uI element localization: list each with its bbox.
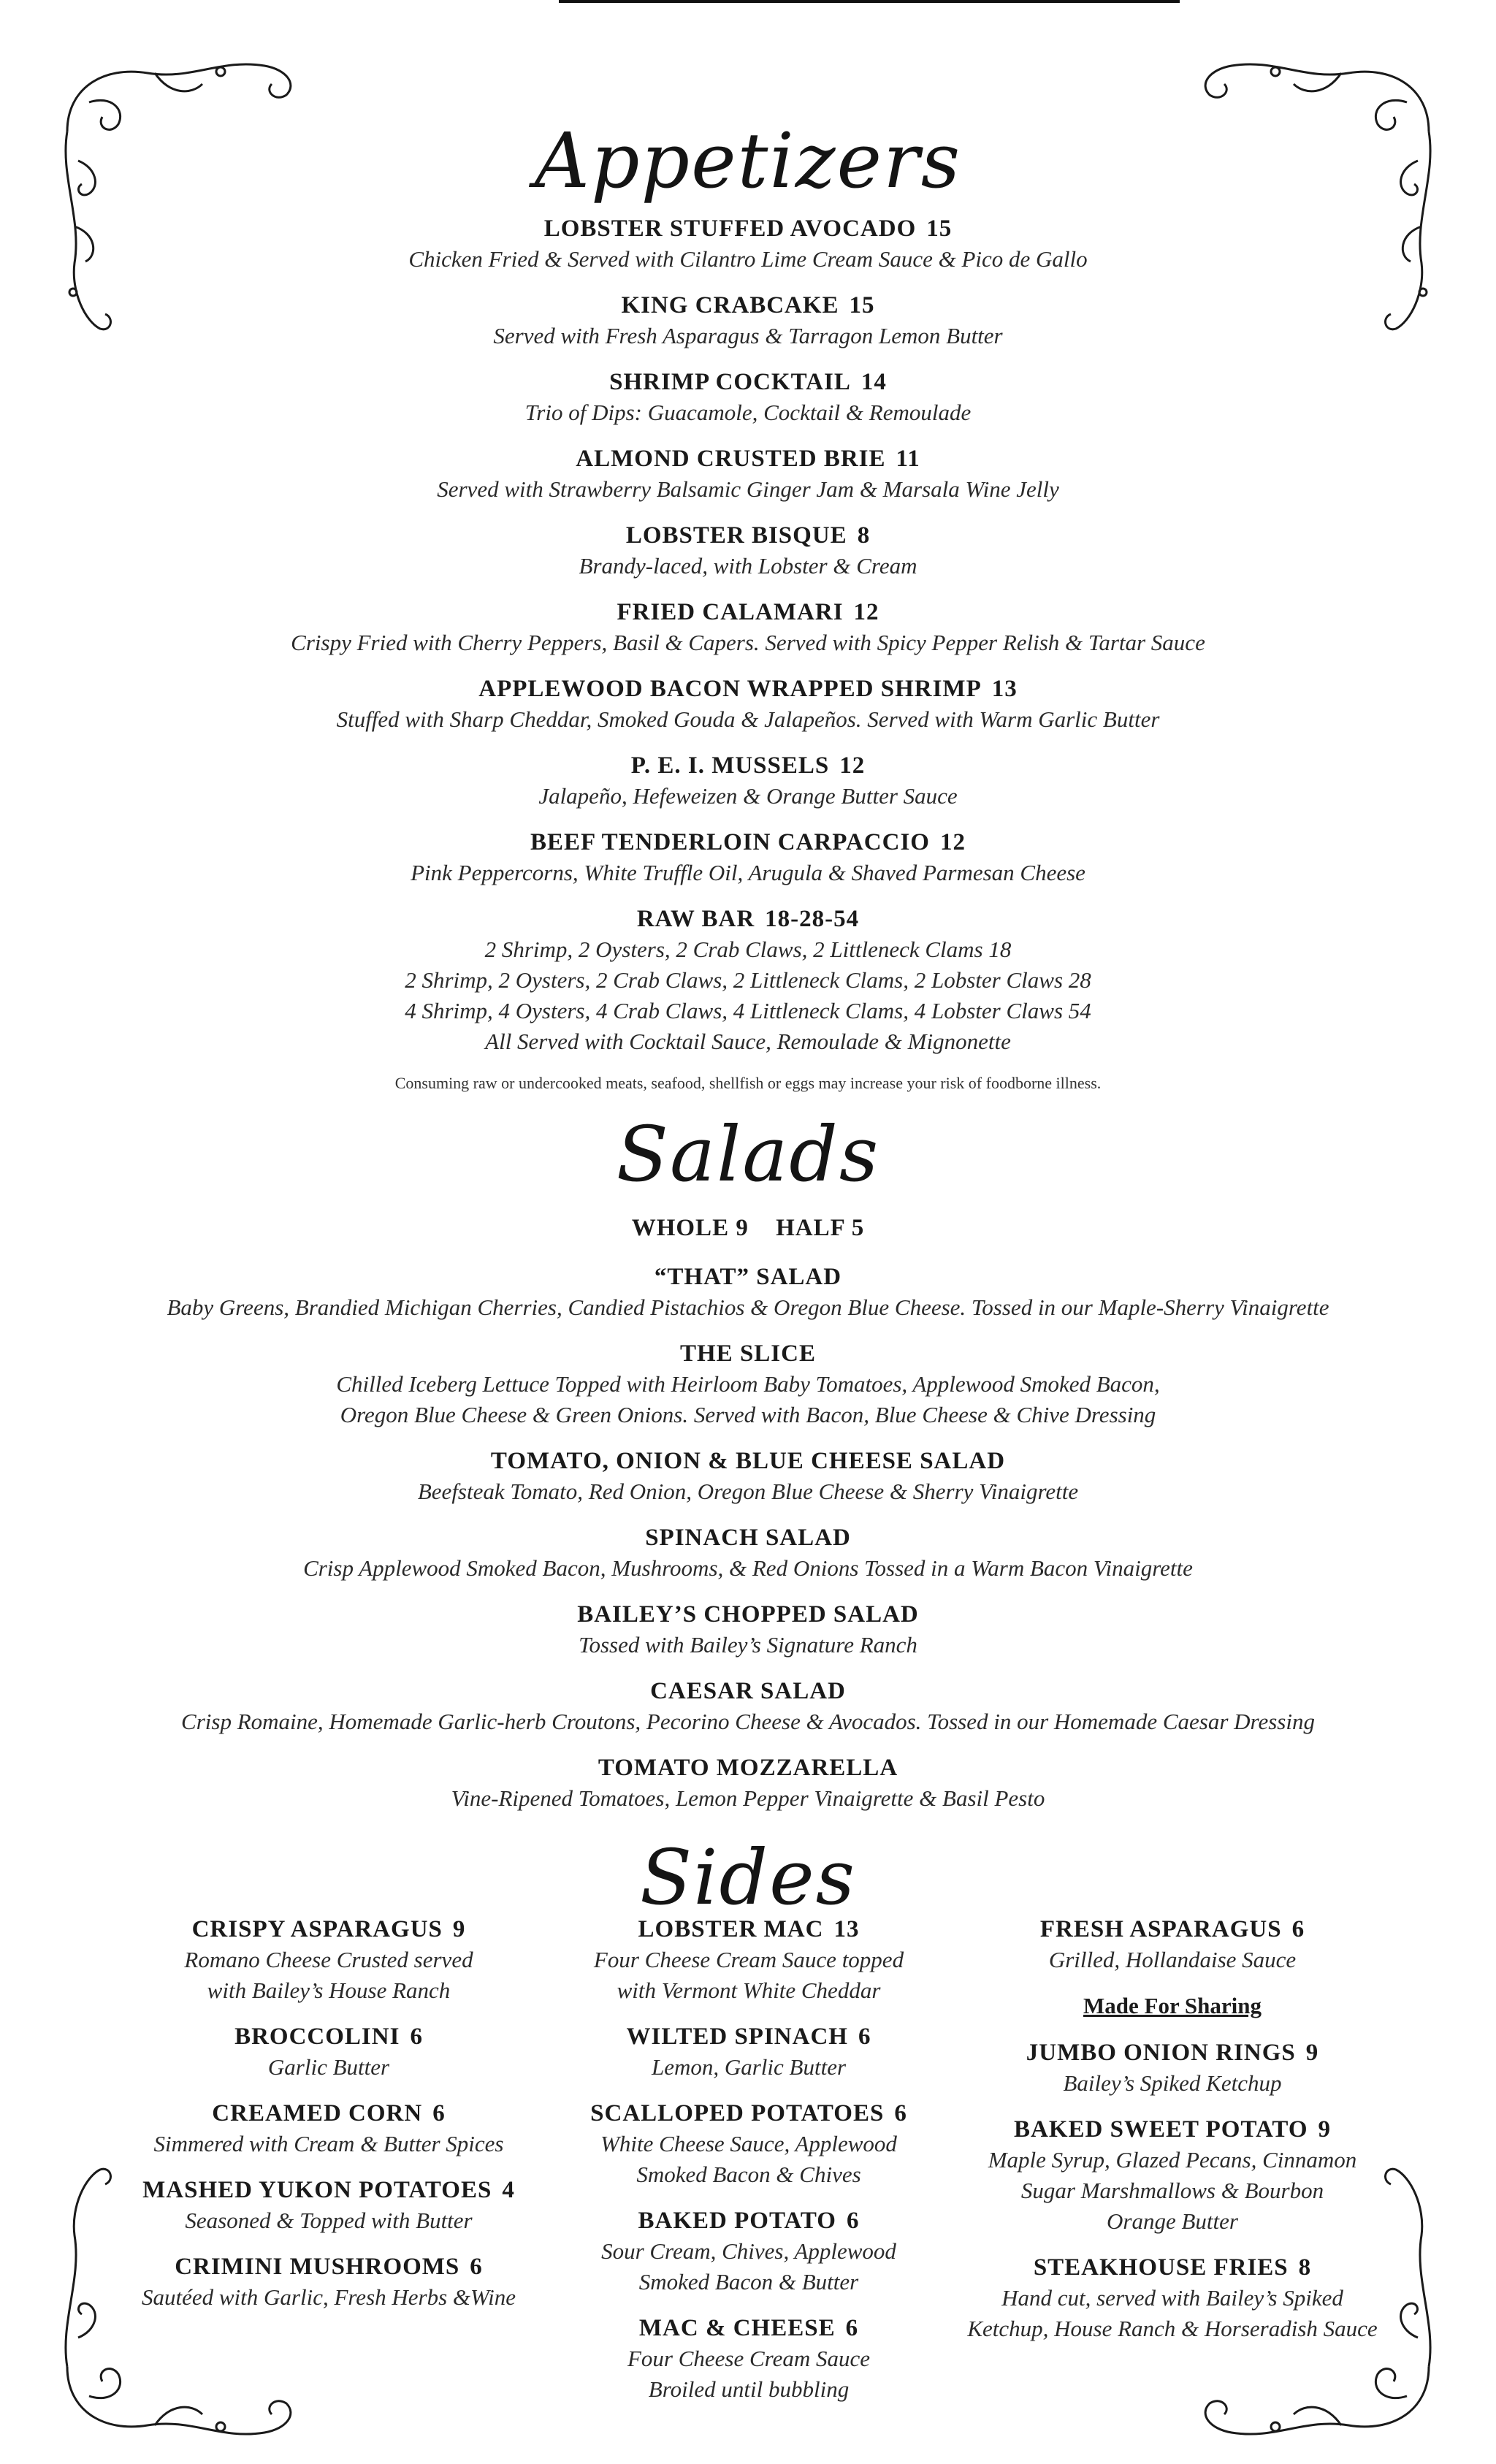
menu-item-name: APPLEWOOD BACON WRAPPED SHRIMP [478,676,982,702]
menu-item-description: Simmered with Cream & Butter Spices [153,2131,504,2156]
menu-item-price: 9 [452,1916,466,1942]
menu-item-name: “THAT” SALAD [654,1264,842,1290]
menu-item-name-line [946,2114,1399,2145]
menu-item-name: TOMATO, ONION & BLUE CHEESE SALAD [490,1448,1006,1474]
menu-item-name-line [0,1676,1496,1706]
menu-item-description: Smoked Bacon & Chives [636,2162,861,2187]
menu-item-name: BAKED POTATO [638,2208,836,2234]
menu-item-description: Served with Fresh Asparagus & Tarragon Lemon Butter [493,323,1003,348]
menu-item-description: Brandy-laced, with Lobster & Cream [579,553,917,579]
menu-item-description: Grilled, Hollandaise Sauce [1048,1947,1297,1972]
menu-item-price: 15 [926,215,953,242]
menu-item-description: Four Cheese Cream Sauce topped [593,1947,904,1972]
sides-columns [0,1914,1496,2411]
menu-item-name: P. E. I. MUSSELS [630,752,830,779]
top-divider-bar [559,0,1180,3]
menu-item-name-line [0,290,1496,321]
menu-item [0,1522,1496,1584]
menu-item [946,2037,1399,2099]
menu-item-name: MASHED YUKON POTATOES [142,2177,492,2203]
salads-list [0,1213,1496,1829]
menu-item-name: ALMOND CRUSTED BRIE [576,446,886,472]
menu-item-name: RAW BAR [636,906,755,932]
menu-item-description: 2 Shrimp, 2 Oysters, 2 Crab Claws, 2 Littleneck Clams 18 [484,937,1012,962]
menu-item-name: MAC & CHEESE [638,2315,836,2341]
menu-item-description: Sugar Marshmallows & Bourbon [1020,2178,1324,2203]
menu-item-price: 6 [432,2100,446,2127]
menu-item-name: BROCCOLINI [234,2024,400,2050]
menu-item [0,520,1496,581]
menu-item-price: 9 [1305,2040,1319,2066]
menu-item-price: 6 [894,2100,907,2127]
menu-item [522,2098,975,2190]
menu-item-name-line [0,443,1496,474]
menu-item-name: CREAMED CORN [212,2100,423,2127]
menu-item [946,2114,1399,2237]
menu-item-price: 9 [1318,2116,1331,2143]
menu-item-name-line [0,520,1496,551]
menu-item [0,904,1496,1057]
menu-item [0,1446,1496,1507]
menu-item-name: FRESH ASPARAGUS [1039,1916,1282,1942]
menu-item-name: CRIMINI MUSHROOMS [175,2254,460,2280]
menu-item-description: Crispy Fried with Cherry Peppers, Basil & Capers. Served with Spicy Pepper Relish & Tartar Sauce [291,630,1205,655]
menu-item [0,213,1496,275]
sides-column-3 [946,1914,1399,2360]
menu-item [0,443,1496,505]
menu-item-price: 6 [858,2024,871,2050]
menu-item-name-line [0,1338,1496,1369]
menu-item-name-line [102,2098,555,2129]
menu-item-name-line [0,674,1496,704]
menu-item [522,2313,975,2405]
menu-item [0,1676,1496,1737]
menu-item-name-line [0,750,1496,781]
menu-item [0,1262,1496,1323]
menu-item-price: 6 [845,2315,859,2341]
salad-half-price: HALF 5 [776,1215,865,1241]
menu-item-price: 13 [833,1916,860,1942]
menu-item-price: 18-28-54 [765,906,860,932]
salad-whole-price: WHOLE 9 [631,1215,749,1241]
menu-item-description: Bailey’s Spiked Ketchup [1063,2070,1282,2096]
menu-item-description: Trio of Dips: Guacamole, Cocktail & Remoulade [524,400,972,425]
made-for-sharing-label: Made For Sharing [1083,1993,1262,2018]
menu-item-name: TOMATO MOZZARELLA [598,1755,898,1781]
menu-item-price: 12 [839,752,866,779]
menu-item-name-line [102,2175,555,2205]
menu-item-name-line [522,2021,975,2052]
menu-item-name-line [522,2098,975,2129]
menu-item-description: All Served with Cocktail Sauce, Remoulade & Mignonette [485,1029,1011,1054]
menu-item [0,1599,1496,1660]
menu-item-name-line [522,1914,975,1945]
menu-item-price: 12 [939,829,966,855]
menu-item-price: 6 [1291,1916,1305,1942]
appetizers-list [0,213,1496,1094]
menu-item [0,1338,1496,1430]
menu-item-name: WILTED SPINACH [626,2024,848,2050]
menu-item-name: KING CRABCAKE [621,292,839,319]
menu-item [0,750,1496,812]
menu-item-price: 6 [410,2024,423,2050]
menu-item-description: Pink Peppercorns, White Truffle Oil, Arugula & Shaved Parmesan Cheese [411,860,1085,885]
menu-item-name-line [0,1752,1496,1783]
menu-item-name-line [0,827,1496,858]
menu-item [0,367,1496,428]
menu-item-description: Maple Syrup, Glazed Pecans, Cinnamon [988,2147,1357,2173]
menu-item-name-line [0,213,1496,244]
menu-item [946,1914,1399,1975]
menu-item-name: BAILEY’S CHOPPED SALAD [577,1601,919,1628]
menu-item-name-line [522,2205,975,2236]
sides-column-1 [102,1914,555,2328]
appetizers-heading: Appetizers [534,116,962,205]
menu-item-name-line [102,2021,555,2052]
menu-item-name-line [522,2313,975,2343]
menu-item-name: LOBSTER BISQUE [625,522,847,549]
menu-item-description: Stuffed with Sharp Cheddar, Smoked Gouda & Jalapeños. Served with Warm Garlic Butter [336,706,1160,732]
menu-item-description: with Vermont White Cheddar [617,1977,881,2003]
menu-item [0,674,1496,735]
menu-item-name-line [0,1599,1496,1630]
menu-item-name-line [0,597,1496,628]
menu-item-description: Four Cheese Cream Sauce [627,2346,871,2371]
menu-item [102,2021,555,2083]
menu-item-price: 8 [857,522,871,549]
menu-item-name: FRIED CALAMARI [617,599,844,625]
menu-item-name: CRISPY ASPARAGUS [191,1916,443,1942]
menu-item-description: Broiled until bubbling [648,2376,850,2402]
menu-item-description: Romano Cheese Crusted served [184,1947,473,1972]
menu-item-name-line [102,1914,555,1945]
menu-item-description: Served with Strawberry Balsamic Ginger Jam & Marsala Wine Jelly [437,476,1059,502]
menu-item-description: Sour Cream, Chives, Applewood [601,2238,896,2264]
food-safety-disclaimer: Consuming raw or undercooked meats, seafood, shellfish or eggs may increase your risk of foodborne illness. [394,1074,1102,1092]
menu-item-name: LOBSTER STUFFED AVOCADO [543,215,917,242]
menu-item-name-line [946,2252,1399,2283]
menu-item-name: STEAKHOUSE FRIES [1033,2254,1289,2281]
menu-item-price: 15 [849,292,875,319]
menu-item [946,2252,1399,2344]
menu-item-name: CAESAR SALAD [650,1678,846,1704]
menu-item-description: 2 Shrimp, 2 Oysters, 2 Crab Claws, 2 Littleneck Clams, 2 Lobster Claws 28 [405,967,1091,993]
menu-item [0,1752,1496,1814]
menu-item-price: 6 [846,2208,860,2234]
menu-item [102,1914,555,2006]
menu-item-name: BAKED SWEET POTATO [1014,2116,1308,2143]
menu-item-description: Vine-Ripened Tomatoes, Lemon Pepper Vinaigrette & Basil Pesto [451,1785,1045,1811]
menu-item [102,2251,555,2313]
menu-item [522,1914,975,2006]
menu-item [102,2098,555,2159]
menu-item-name-line [0,1522,1496,1553]
menu-item-name-line [0,367,1496,397]
menu-item-description: Beefsteak Tomato, Red Onion, Oregon Blue Cheese & Sherry Vinaigrette [417,1479,1079,1504]
menu-item-description: Smoked Bacon & Butter [638,2269,859,2295]
menu-item [0,597,1496,658]
menu-item-name-line [102,2251,555,2282]
menu-item-name: SPINACH SALAD [645,1525,851,1551]
menu-item-name: BEEF TENDERLOIN CARPACCIO [530,829,930,855]
menu-item-price: 14 [860,369,887,395]
sides-heading: Sides [640,1833,856,1922]
menu-item-description: Seasoned & Topped with Butter [185,2208,473,2233]
menu-item-description: Crisp Applewood Smoked Bacon, Mushrooms, & Red Onions Tossed in a Warm Bacon Vinaigrette [303,1555,1193,1581]
menu-item-description: Sautéed with Garlic, Fresh Herbs &Wine [141,2284,516,2310]
menu-item-description: Chicken Fried & Served with Cilantro Lime Cream Sauce & Pico de Gallo [408,246,1088,272]
menu-item-price: 11 [896,446,920,472]
menu-item-price: 8 [1298,2254,1312,2281]
menu-item-description: Chilled Iceberg Lettuce Topped with Heirloom Baby Tomatoes, Applewood Smoked Bacon, [336,1371,1160,1397]
menu-item-description: Baby Greens, Brandied Michigan Cherries, Candied Pistachios & Oregon Blue Cheese. Tossed in our Maple-Sherry Vinaigrette [167,1294,1329,1320]
menu-item-description: White Cheese Sauce, Applewood [600,2131,897,2156]
menu-item-name: THE SLICE [680,1340,816,1367]
menu-item-price: 6 [470,2254,483,2280]
menu-item-name: JUMBO ONION RINGS [1026,2040,1296,2066]
menu-item-price: 12 [853,599,879,625]
menu-item [522,2021,975,2083]
menu-item-name-line [946,1914,1399,1945]
menu-item-name-line [946,2037,1399,2068]
menu-item-description: Oregon Blue Cheese & Green Onions. Served with Bacon, Blue Cheese & Chive Dressing [340,1402,1156,1427]
menu-item-description: Tossed with Bailey’s Signature Ranch [579,1632,917,1658]
sides-column-2 [522,1914,975,2420]
menu-item-description: Ketchup, House Ranch & Horseradish Sauce [967,2316,1378,2341]
menu-item-description: Garlic Butter [267,2054,390,2080]
menu-item-price: 4 [502,2177,515,2203]
menu-item-description: 4 Shrimp, 4 Oysters, 4 Crab Claws, 4 Littleneck Clams, 4 Lobster Claws 54 [405,998,1091,1023]
menu-item-description: Lemon, Garlic Butter [651,2054,847,2080]
menu-item-description: Jalapeño, Hefeweizen & Orange Butter Sauce [538,783,958,809]
menu-item-name-line [0,904,1496,934]
menu-item-description: Orange Butter [1107,2208,1238,2234]
menu-item-name-line [0,1262,1496,1292]
menu-item-price: 13 [991,676,1018,702]
menu-item [0,290,1496,351]
menu-item-name: SCALLOPED POTATOES [590,2100,885,2127]
menu-item-description: Crisp Romaine, Homemade Garlic-herb Croutons, Pecorino Cheese & Avocados. Tossed in our Homemade Caesar Dressing [181,1709,1315,1734]
menu-item [0,827,1496,888]
menu-item-name-line [0,1446,1496,1476]
menu-item-description: with Bailey’s House Ranch [207,1977,451,2003]
menu-item-name: SHRIMP COCKTAIL [609,369,851,395]
menu-item-description: Hand cut, served with Bailey’s Spiked [1001,2285,1343,2311]
menu-item-name: LOBSTER MAC [638,1916,824,1942]
menu-item [522,2205,975,2297]
menu-item [102,2175,555,2236]
salads-pricing [0,1213,1496,1243]
salads-heading: Salads [616,1110,880,1199]
